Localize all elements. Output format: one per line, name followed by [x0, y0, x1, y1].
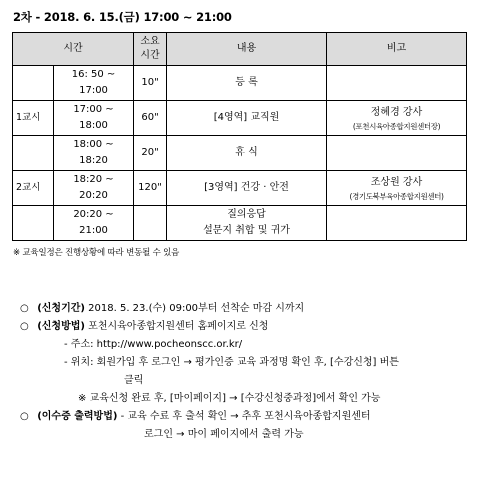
duration-cell [134, 206, 167, 241]
content-cell [167, 136, 327, 171]
table-row [13, 171, 467, 206]
period-cell [13, 206, 54, 241]
schedule-note: ※ 교육일정은 진행상황에 따라 변동될 수 있음 [13, 248, 180, 258]
duration-cell-line: 20" [141, 147, 159, 158]
time-cell-line: 20:20 [79, 190, 108, 201]
period-cell [13, 66, 54, 101]
time-cell-line: 17:00 ~ [73, 104, 114, 115]
time-cell-line: 20:20 ~ [73, 209, 114, 220]
apply-method-row [20, 318, 470, 336]
content-cell-line: 등 록 [235, 77, 258, 88]
time-cell [54, 136, 134, 171]
header-duration [134, 33, 167, 66]
table-header-row [13, 33, 467, 66]
duration-cell [134, 66, 167, 101]
period-cell-line: 1교시 [16, 112, 41, 123]
cert-text: - 교육 수료 후 출석 확인 → 추후 포천시육아종합지원센터 [120, 411, 371, 422]
duration-cell [134, 171, 167, 206]
time-cell-line: 17:00 [79, 85, 108, 96]
cert-line-cont: 로그인 → 마이 페이지에서 출력 가능 [144, 429, 304, 440]
header-duration-line: 시간 [140, 50, 160, 61]
content-cell-line: 설문지 취합 및 귀가 [203, 225, 290, 236]
period-cell-line: 2교시 [16, 182, 41, 193]
apply-method-text: 포천시육아종합지원센터 홈페이지로 신청 [88, 321, 269, 332]
time-cell [54, 66, 134, 101]
duration-cell-line: 120" [138, 182, 162, 193]
content-cell-line: 질의응답 [227, 209, 266, 220]
instructor-name: 정혜경 강사 [370, 106, 423, 118]
instructor-affiliation: (포천시육아종합지원센터장) [352, 121, 441, 131]
page-title: 2차 - 2018. 6. 15.(금) 17:00 ~ 21:00 [13, 10, 232, 24]
duration-cell-line: 10" [141, 77, 159, 88]
header-duration-line: 소요 [140, 36, 160, 47]
content-cell-line: [3영역] 건강 · 안전 [204, 182, 289, 193]
header-content: 내용 [167, 33, 327, 66]
content-cell [167, 66, 327, 101]
duration-cell [134, 136, 167, 171]
header-time: 시간 [13, 33, 134, 66]
time-cell [54, 101, 134, 136]
time-cell-line: 18:20 [79, 155, 108, 166]
period-cell [13, 171, 54, 206]
table-row [13, 206, 467, 241]
table-row [13, 66, 467, 101]
period-cell [13, 101, 54, 136]
location-line: - 위치: 회원가입 후 로그인 → 평가인증 교육 과정명 확인 후, [수강신청] 버튼 [64, 357, 399, 368]
application-info [20, 300, 470, 444]
period-cell [13, 136, 54, 171]
content-cell [167, 206, 327, 241]
address-line: - 주소: http://www.pocheonscc.or.kr/ [64, 339, 243, 350]
location-note: ※ 교육신청 완료 후, [마이페이지] → [수강신청중과정]에서 확인 가능 [78, 393, 381, 404]
content-cell [167, 171, 327, 206]
schedule-table [12, 32, 467, 241]
time-cell [54, 206, 134, 241]
time-cell-line: 16: 50 ~ [71, 69, 116, 80]
instructor-affiliation: (경기도북부육아종합지원센터) [349, 191, 444, 201]
content-cell [167, 101, 327, 136]
apply-period-row [20, 300, 470, 318]
apply-period-text: 2018. 5. 23.(수) 09:00부터 선착순 마감 시까지 [88, 303, 305, 314]
bullet-circle: ○ [20, 321, 29, 332]
table-row [13, 101, 467, 136]
time-cell-line: 21:00 [79, 225, 108, 236]
time-cell [54, 171, 134, 206]
remark-cell [327, 136, 467, 171]
bullet-circle: ○ [20, 411, 29, 422]
location-line-cont: 클릭 [124, 375, 144, 386]
header-remark: 비고 [327, 33, 467, 66]
remark-cell [327, 66, 467, 101]
time-cell-line: 18:00 ~ [73, 139, 114, 150]
remark-cell [327, 206, 467, 241]
content-cell-line: 휴 식 [235, 147, 258, 158]
cert-row [20, 408, 470, 426]
bullet-circle: ○ [20, 303, 29, 314]
time-cell-line: 18:00 [79, 120, 108, 131]
cert-label: (이수증 출력방법) [37, 411, 118, 422]
time-cell-line: 18:20 ~ [73, 174, 114, 185]
content-cell-line: [4영역] 교직원 [213, 112, 280, 123]
table-row [13, 136, 467, 171]
duration-cell [134, 101, 167, 136]
apply-method-label: (신청방법) [37, 321, 85, 332]
instructor-name: 조상원 강사 [370, 176, 423, 188]
apply-period-label: (신청기간) [37, 303, 85, 314]
duration-cell-line: 60" [141, 112, 159, 123]
remark-cell [327, 171, 467, 206]
remark-cell [327, 101, 467, 136]
